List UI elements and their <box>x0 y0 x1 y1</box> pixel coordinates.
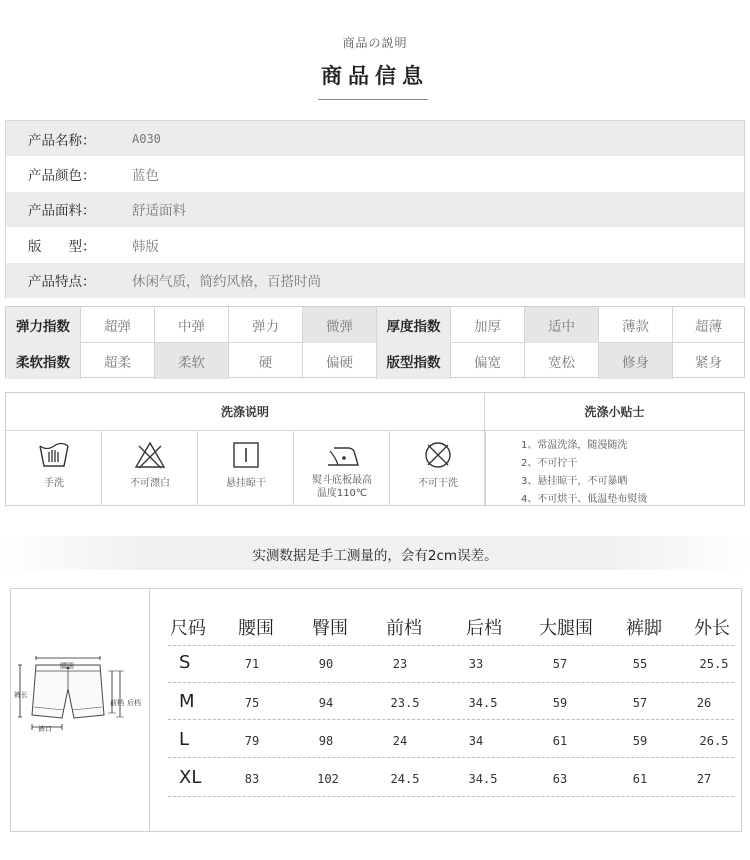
hand-wash-icon <box>38 440 70 470</box>
size-cell: 90 <box>318 657 334 671</box>
softness-option-selected: 柔软 <box>155 343 229 379</box>
size-cell: 34 <box>468 734 484 748</box>
softness-option: 偏硬 <box>303 343 377 379</box>
size-label: M <box>179 691 195 712</box>
iron-icon <box>326 440 360 470</box>
info-row-fit <box>6 227 744 262</box>
iron-label-line2: 温度110℃ <box>316 488 368 499</box>
size-header: 腰围 <box>238 618 274 639</box>
size-cell: 59 <box>552 696 568 710</box>
size-cell: 33 <box>468 657 484 671</box>
size-cell: 23.5 <box>390 696 420 710</box>
fit-option: 紧身 <box>695 355 722 371</box>
size-row-separator <box>168 796 734 797</box>
size-cell: 25.5 <box>699 657 729 671</box>
diagram-label-leg-opening: 裤口 <box>38 725 52 733</box>
info-label: 产品面料： <box>28 203 96 220</box>
product-info-table <box>5 120 745 298</box>
size-cell: 27 <box>696 772 712 786</box>
wash-item-hand <box>6 431 102 505</box>
size-label: XL <box>179 767 202 788</box>
no-bleach-icon <box>134 440 166 470</box>
shorts-diagram-icon <box>12 655 147 735</box>
thickness-option-selected: 适中 <box>525 307 599 343</box>
size-cell: 102 <box>317 772 339 786</box>
size-row-separator <box>168 645 734 646</box>
elastic-option: 中弹 <box>155 307 229 343</box>
size-header: 裤脚 <box>626 618 662 639</box>
info-label: 产品名称： <box>28 132 96 149</box>
fit-option-selected: 修身 <box>599 343 673 379</box>
wash-label: 不可干洗 <box>418 478 458 489</box>
size-cell: 83 <box>244 772 260 786</box>
info-value: 休闲气质，简约风格，百搭时尚 <box>132 274 321 291</box>
size-header: 大腿围 <box>539 618 593 639</box>
title-underline <box>318 99 428 100</box>
wash-item-iron <box>294 431 390 505</box>
info-label: 产品特点： <box>28 274 96 291</box>
softness-index-label: 柔软指数 <box>6 343 81 379</box>
no-dry-clean-icon <box>422 440 454 470</box>
wash-tip: 4、不可烘干、低温垫布熨烫 <box>521 494 648 505</box>
size-header: 前档 <box>386 618 422 639</box>
size-cell: 26.5 <box>699 734 729 748</box>
info-label: 版 型： <box>28 238 96 255</box>
size-cell: 34.5 <box>468 772 498 786</box>
size-cell: 55 <box>632 657 648 671</box>
diagram-label-front-rise: 前档 <box>110 699 124 707</box>
diagram-label-waist: 腰围 <box>60 662 74 670</box>
thickness-index-label: 厚度指数 <box>377 307 451 343</box>
info-row-features <box>6 263 744 298</box>
size-cell: 63 <box>552 772 568 786</box>
fit-index-label: 版型指数 <box>377 343 451 379</box>
thickness-option: 超薄 <box>695 319 722 335</box>
size-cell: 24 <box>392 734 408 748</box>
fit-option: 偏宽 <box>451 343 525 379</box>
size-cell: 75 <box>244 696 260 710</box>
info-value: 蓝色 <box>132 168 159 185</box>
size-label: L <box>179 729 190 750</box>
wash-label: 手洗 <box>44 478 64 489</box>
size-cell: 26 <box>696 696 712 710</box>
size-cell: 71 <box>244 657 260 671</box>
page-title: 商品信息 <box>321 64 429 88</box>
wash-item-no-bleach <box>102 431 198 505</box>
size-header: 外长 <box>694 618 730 639</box>
wash-label: 悬挂晾干 <box>226 478 266 489</box>
wash-label <box>294 474 390 500</box>
size-cell: 23 <box>392 657 408 671</box>
size-row-separator <box>168 757 734 758</box>
iron-label-line1: 熨斗底板最高 <box>312 475 372 486</box>
info-row-color <box>6 156 744 191</box>
info-value: 韩版 <box>132 238 159 255</box>
softness-option: 硬 <box>229 343 303 379</box>
washing-section <box>5 392 745 506</box>
wash-tips-title: 洗涤小贴士 <box>584 405 645 419</box>
size-cell: 59 <box>632 734 648 748</box>
elastic-option: 超弹 <box>81 307 155 343</box>
wash-instructions-title: 洗涤说明 <box>220 405 269 419</box>
wash-item-no-dry-clean <box>390 431 486 505</box>
size-header: 后档 <box>466 618 502 639</box>
hang-dry-icon <box>230 440 262 470</box>
info-value: A030 <box>132 131 161 146</box>
wash-tip: 3、悬挂晾干，不可暴晒 <box>521 476 628 487</box>
thickness-option: 加厚 <box>451 307 525 343</box>
wash-label: 不可漂白 <box>130 478 170 489</box>
size-label: S <box>179 652 191 673</box>
info-row-name <box>6 121 744 156</box>
measurement-note: 实测数据是手工测量的，会有2cm误差。 <box>252 548 498 564</box>
elastic-option: 弹力 <box>229 307 303 343</box>
size-header: 臀围 <box>312 618 348 639</box>
size-chart-divider <box>149 588 150 832</box>
size-cell: 57 <box>552 657 568 671</box>
wash-tip: 2、不可拧干 <box>521 458 578 469</box>
size-cell: 57 <box>632 696 648 710</box>
elastic-option-selected: 微弹 <box>303 307 377 343</box>
header-subtitle: 商品の説明 <box>342 36 408 50</box>
size-cell: 24.5 <box>390 772 420 786</box>
size-cell: 94 <box>318 696 334 710</box>
fit-option: 宽松 <box>525 343 599 379</box>
attribute-grid <box>5 306 745 378</box>
info-label: 产品颜色： <box>28 168 96 185</box>
info-row-fabric <box>6 192 744 227</box>
size-cell: 79 <box>244 734 260 748</box>
size-header: 尺码 <box>170 618 206 639</box>
diagram-label-back-rise: 后档 <box>127 699 141 707</box>
softness-option: 超柔 <box>81 343 155 379</box>
size-cell: 98 <box>318 734 334 748</box>
thickness-option: 薄款 <box>599 307 673 343</box>
size-cell: 61 <box>632 772 648 786</box>
size-cell: 61 <box>552 734 568 748</box>
size-row-separator <box>168 719 734 720</box>
wash-item-hang-dry <box>198 431 294 505</box>
elastic-index-label: 弹力指数 <box>6 307 81 343</box>
diagram-label-length: 裤长 <box>14 691 28 699</box>
size-row-separator <box>168 682 734 683</box>
wash-tip: 1、常温洗涤，随漫随洗 <box>521 440 628 451</box>
info-value: 舒适面料 <box>132 203 186 220</box>
size-cell: 34.5 <box>468 696 498 710</box>
